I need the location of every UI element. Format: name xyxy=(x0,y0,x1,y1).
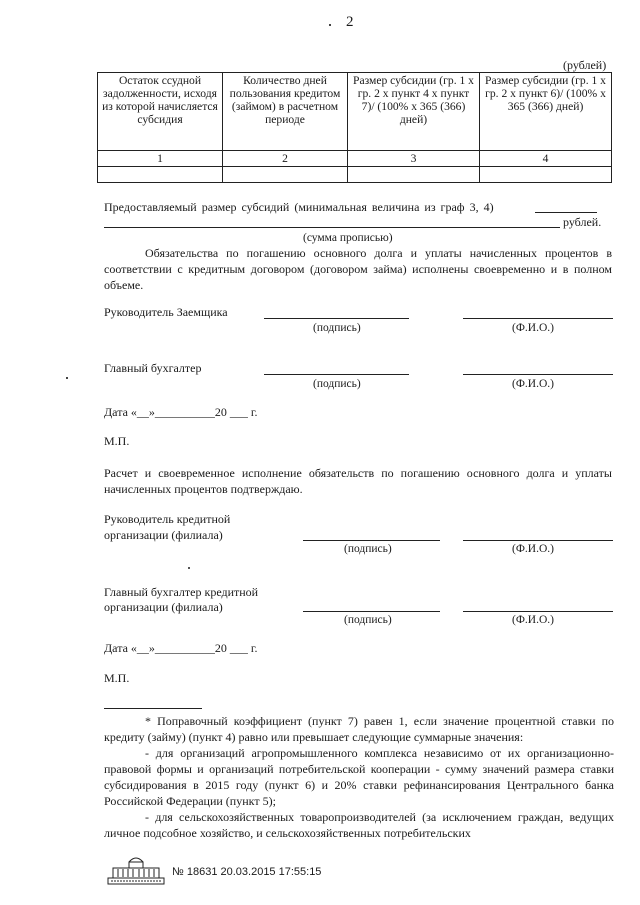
table-header-cell: Размер субсидии (гр. 1 х гр. 2 х пункт 6)/ (100% х 365 (366) дней) xyxy=(480,73,612,151)
table-cell xyxy=(480,167,612,183)
signature-caption: (подпись) xyxy=(313,322,361,334)
table-cell: 2 xyxy=(223,151,348,167)
fio-caption: (Ф.И.О.) xyxy=(512,322,554,334)
borrower-accountant-label: Главный бухгалтер xyxy=(104,361,202,375)
table-cell xyxy=(98,167,223,183)
obligations-paragraph: Обязательства по погашению основного долга и уплаты начисленных процентов в соответствии с кредитным договором (договором займа) исполнены своевременно и в полном объеме. xyxy=(104,246,612,292)
subsidy-table xyxy=(97,72,612,183)
date-line: Дата «__»__________20 ___ г. xyxy=(104,641,258,655)
sum-caption: (сумма прописью) xyxy=(303,232,393,244)
signature-caption: (подпись) xyxy=(313,378,361,390)
footnote-item: - для организаций агропромышленного комплекса независимо от их организационно-правовой формы и организаций потребительской кооперации - сумму значений размера ставки субсидирования в 2015 году (пункт 6) и 20% ставки рефинансирования Центрального банка Российской Федерации (пункт 5); xyxy=(104,746,614,808)
bank-accountant-label: организации (филиала) xyxy=(104,600,223,614)
borrower-head-label: Руководитель Заемщика xyxy=(104,305,228,319)
fio-caption: (Ф.И.О.) xyxy=(512,543,554,555)
borrower-head-fio-line xyxy=(463,318,613,319)
bank-head-fio-line xyxy=(463,540,613,541)
table-number-row xyxy=(98,151,612,167)
date-line: Дата «__»__________20 ___ г. xyxy=(104,405,258,419)
sum-in-words-line xyxy=(104,227,560,228)
borrower-accountant-signature-line xyxy=(264,374,409,375)
bank-head-signature-line xyxy=(303,540,440,541)
page-number: 2 xyxy=(346,14,354,30)
table-cell: 4 xyxy=(480,151,612,167)
bank-accountant-fio-line xyxy=(463,611,613,612)
confirmation-paragraph: Расчет и своевременное исполнение обязательств по погашению основного долга и уплаты начисленных процентов подтверждаю. xyxy=(104,466,612,496)
table-cell xyxy=(223,167,348,183)
stamp-place: М.П. xyxy=(104,434,130,448)
bank-head-label: организации (филиала) xyxy=(104,528,223,542)
scan-speck xyxy=(329,24,331,26)
document-registration-stamp: № 18631 20.03.2015 17:55:15 xyxy=(172,866,322,878)
provided-amount-line xyxy=(535,212,597,213)
table-header-row xyxy=(98,73,612,151)
table-header-cell: Размер субсидии (гр. 1 х гр. 2 х пункт 4 х пункт 7)/ (100% х 365 (366) дней) xyxy=(348,73,480,151)
table-header-cell: Количество дней пользования кредитом (займом) в расчетном периоде xyxy=(223,73,348,151)
footnote-item: - для сельскохозяйственных товаропроизводителей (за исключением граждан, ведущих личное подсобное хозяйство, и сельскохозяйственных потребительских xyxy=(104,810,614,840)
scan-speck xyxy=(188,567,190,569)
fio-caption: (Ф.И.О.) xyxy=(512,614,554,626)
currency-note: (рублей) xyxy=(563,58,607,72)
bank-head-label: Руководитель кредитной xyxy=(104,512,231,526)
footnote-intro: * Поправочный коэффициент (пункт 7) равен 1, если значение процентной ставки по кредиту (займу) (пункт 4) равно или превышает следующие суммарные значения: xyxy=(104,714,614,744)
borrower-head-signature-line xyxy=(264,318,409,319)
signature-caption: (подпись) xyxy=(344,614,392,626)
borrower-accountant-fio-line xyxy=(463,374,613,375)
table-header-cell: Остаток ссудной задолженности, исходя из которой начисляется субсидия xyxy=(98,73,223,151)
table-cell xyxy=(348,167,480,183)
table-cell: 1 xyxy=(98,151,223,167)
bank-accountant-signature-line xyxy=(303,611,440,612)
table-cell: 3 xyxy=(348,151,480,167)
signature-caption: (подпись) xyxy=(344,543,392,555)
footnote-separator xyxy=(104,708,202,709)
registry-logo xyxy=(107,852,165,886)
table-row xyxy=(98,167,612,183)
stamp-place: М.П. xyxy=(104,671,130,685)
rubles-suffix: рублей. xyxy=(563,215,602,229)
fio-caption: (Ф.И.О.) xyxy=(512,378,554,390)
bank-accountant-label: Главный бухгалтер кредитной xyxy=(104,585,259,599)
provided-amount-label: Предоставляемый размер субсидий (минимальная величина из граф 3, 4) xyxy=(104,200,494,214)
scan-speck xyxy=(66,377,68,379)
